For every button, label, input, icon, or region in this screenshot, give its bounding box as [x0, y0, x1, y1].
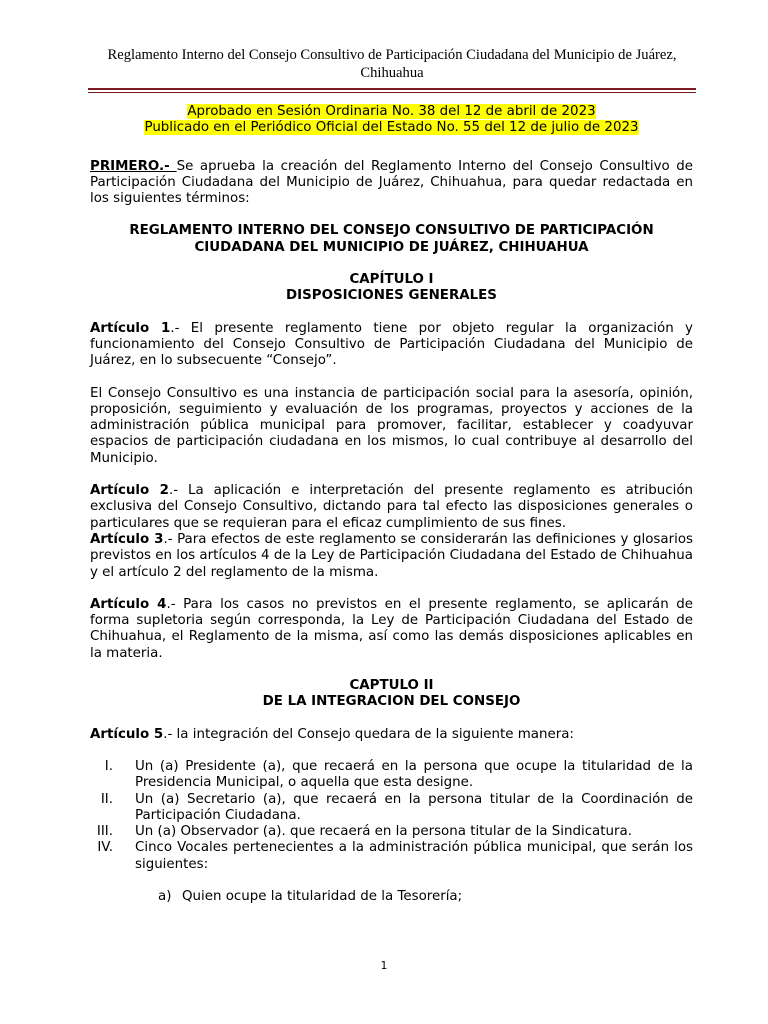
approval-session: Aprobado en Sesión Ordinaria No. 38 del 12 de abril de 2023: [187, 104, 596, 119]
article-2-label: Artículo 2: [90, 483, 169, 499]
list-item-text: Cinco Vocales pertenecientes a la administración pública municipal, que serán los siguientes:: [135, 840, 693, 872]
approval-note: [90, 104, 693, 137]
list-item-text: Un (a) Secretario (a), que recaerá en la persona titular de la Coordinación de Participación Ciudadana.: [135, 791, 693, 823]
chapter-2-heading: [90, 678, 693, 711]
article-2: [90, 483, 693, 532]
article-3-text: .- Para efectos de este reglamento se considerarán las definiciones y glosarios previstos en los artículos 4 de la Ley de Participación Ciudadana del Estado de Chihuahua y el artículo 2 del reglamento de la misma.: [90, 531, 693, 580]
chapter-1-number: CAPÍTULO I: [349, 272, 434, 288]
chapter-2-number: CAPTULO II: [349, 678, 434, 694]
article-3-label: Artículo 3: [90, 531, 164, 547]
article-1-label: Artículo 1: [90, 320, 171, 336]
article-1-paragraph-2: El Consejo Consultivo es una instancia de participación social para la asesoría, opinión, proposición, seguimiento y evaluación de los programas, proyectos y acciones de la administración pública municipal para promover, facilitar, establecer y coadyuvar espacios de participación ciudadana en los mismos, lo cual contribuye al desarrollo del Municipio.: [90, 385, 693, 466]
article-4-label: Artículo 4: [90, 596, 167, 612]
primero-label: PRIMERO.-: [90, 158, 177, 174]
list-item: [90, 759, 693, 792]
document-title: [90, 223, 693, 256]
list-item-text: Un (a) Presidente (a), que recaerá en la persona que ocupe la titularidad de la Presidencia Municipal, o aquella que esta designe.: [135, 758, 693, 791]
vocales-item-letter: a): [158, 888, 172, 904]
council-members-list: [90, 759, 693, 873]
primero-text: Se aprueba la creación del Reglamento Interno del Consejo Consultivo de Participación Ciudadana del Municipio de Juárez, Chihuahua, para quedar redactada en los siguientes términos:: [90, 158, 693, 207]
article-1-text: .- El presente reglamento tiene por objeto regular la organización y funcionamiento del Consejo Consultivo de Participación Ciudadana del Municipio de Juárez, en lo subsecuente “Consejo”.: [90, 320, 693, 369]
chapter-2-name: DE LA INTEGRACION DEL CONSEJO: [262, 694, 521, 710]
list-item-number: III.: [96, 824, 113, 840]
list-item-number: I.: [104, 758, 113, 774]
vocales-item-text: Quien ocupe la titularidad de la Tesorería;: [182, 888, 463, 904]
document-title-line1: REGLAMENTO INTERNO DEL CONSEJO CONSULTIVO DE PARTICIPACIÓN: [129, 223, 654, 239]
chapter-1-heading: [90, 272, 693, 305]
list-item-number: IV.: [97, 840, 113, 856]
article-5-text: .- la integración del Consejo quedara de la siguiente manera:: [163, 726, 574, 742]
primero-paragraph: [90, 159, 693, 208]
article-4: [90, 597, 693, 662]
approval-publication: Publicado en el Periódico Oficial del Estado No. 55 del 12 de julio de 2023: [144, 120, 639, 136]
header-rule: [88, 88, 696, 93]
list-item-text: Un (a) Observador (a). que recaerá en la persona titular de la Sindicatura.: [135, 824, 632, 840]
page-number: 1: [380, 960, 388, 972]
list-item: [90, 792, 693, 825]
list-item: [90, 824, 693, 840]
list-item-number: II.: [100, 791, 113, 807]
article-2-text: .- La aplicación e interpretación del presente reglamento es atribución exclusiva del Consejo Consultivo, dictando para tal efecto las disposiciones generales o particulares que se requieran para el eficaz cumplimiento de sus fines.: [90, 483, 693, 531]
article-3: [90, 532, 693, 581]
article-5: [90, 727, 693, 743]
article-1: [90, 321, 693, 370]
list-item: [90, 840, 693, 873]
article-4-text: .- Para los casos no previstos en el presente reglamento, se aplicarán de forma supletoria según corresponda, la Ley de Participación Ciudadana del Estado de Chihuahua, el Reglamento de la misma, así como las demás disposiciones aplicables en la materia.: [90, 596, 693, 661]
vocales-list-item: [90, 889, 693, 905]
chapter-1-name: DISPOSICIONES GENERALES: [286, 288, 497, 304]
document-title-line2: CIUDADANA DEL MUNICIPIO DE JUÁREZ, CHIHUAHUA: [194, 239, 589, 255]
running-header: Reglamento Interno del Consejo Consultivo de Participación Ciudadana del Municipio de Juárez, Chihuahua: [107, 47, 677, 81]
document-body: [90, 104, 693, 905]
article-5-label: Artículo 5: [90, 726, 164, 742]
